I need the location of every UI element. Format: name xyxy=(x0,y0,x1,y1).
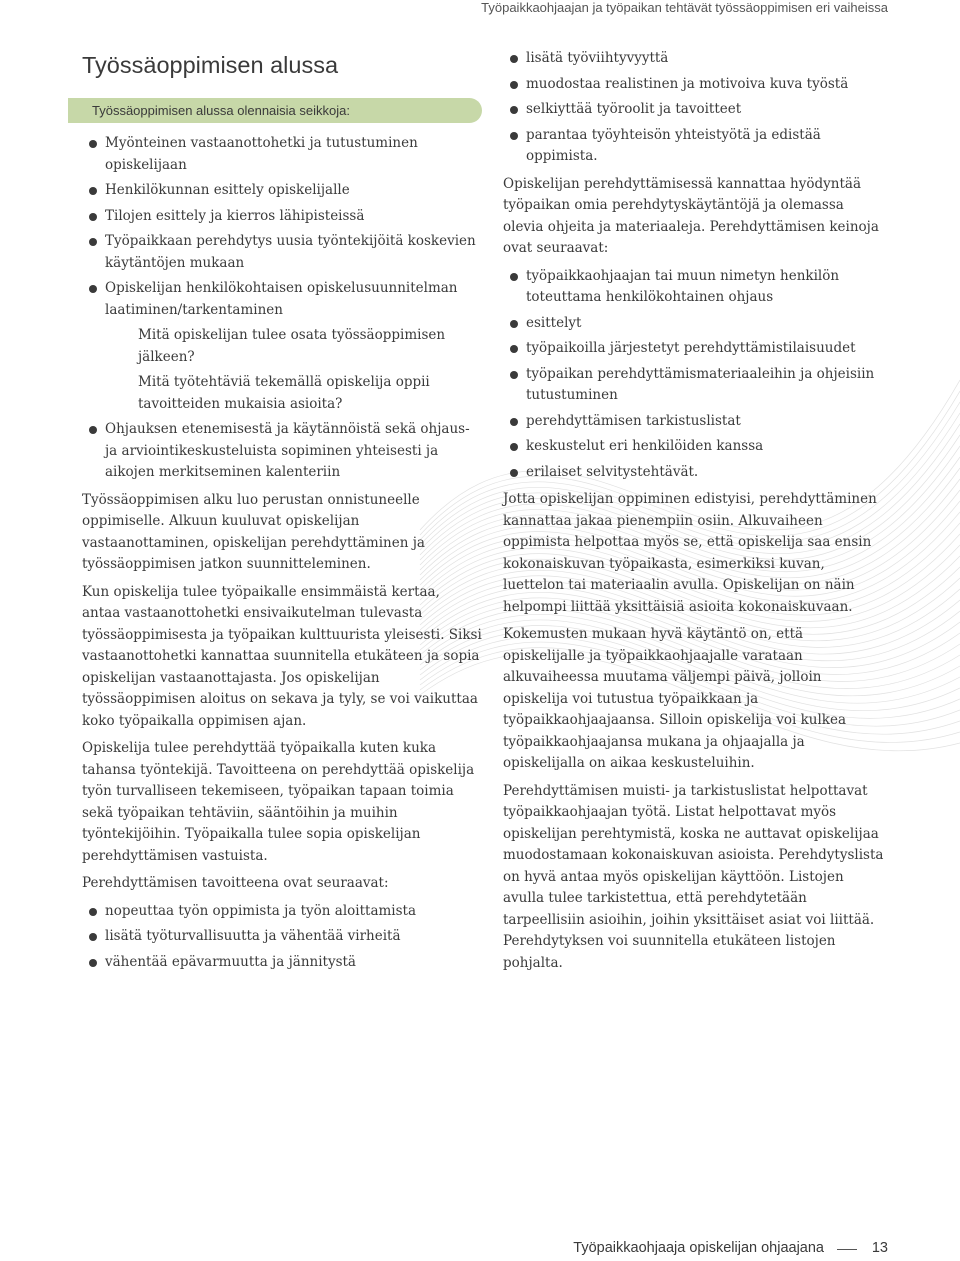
bullet-icon xyxy=(510,273,518,281)
bullet-icon xyxy=(89,959,97,967)
essentials-list-cont xyxy=(82,419,482,484)
list-item: muodostaa realistinen ja motivoiva kuva työstä xyxy=(503,74,888,96)
paragraph: Opiskelija tulee perehdyttää työpaikalla kuten kuka tahansa työntekijä. Tavoitteena on perehdyttää opiskelija työn turvalliseen tekemiseen, työpaikan tapaan toimia sekä työpaikan tehtäviin, sääntöihin ja muihin työntekijöihin. Työpaikalla tulee sopia opiskelijan perehdyttämisen vastuista. xyxy=(82,740,475,864)
bullet-icon xyxy=(510,132,518,140)
list-item: lisätä työviihtyvyyttä xyxy=(503,48,888,70)
highlight-box: Työssäoppimisen alussa olennaisia seikkoja: xyxy=(68,98,482,123)
paragraph: Työssäoppimisen alku luo perustan onnistuneelle oppimiselle. Alkuun kuuluvat opiskelijan vastaanottaminen, opiskelijan perehdyttäminen ja työssäoppimisen jatkon suunnitteleminen. xyxy=(82,491,425,572)
bullet-icon xyxy=(510,320,518,328)
running-header: Työpaikkaohjaajan ja työpaikan tehtävät työssäoppimisen eri vaiheissa xyxy=(481,0,888,15)
paragraph: Opiskelijan perehdyttämisessä kannattaa hyödyntää työpaikan omia perehdytyskäytäntöjä ja olemassa olevia ohjeita ja materiaaleja. Perehdyttämisen keinoja ovat seuraavat: xyxy=(503,175,879,256)
list-item: Työpaikkaan perehdytys uusia työntekijöitä koskevien käytäntöjen mukaan xyxy=(82,231,482,274)
list-item: Henkilökunnan esittely opiskelijalle xyxy=(82,180,482,202)
essentials-list xyxy=(82,133,482,321)
bullet-icon xyxy=(510,55,518,63)
paragraph: Kun opiskelija tulee työpaikalle ensimmäistä kertaa, antaa vastaanottohetki ensivaikutelman tulevasta työssäoppimisesta ja työpaikan kulttuurista yleisesti. Siksi vastaanottohetki kannattaa suunnitella etukäteen ja sopia opiskelijan vastaanottajasta. Jos opiskelijan työssäoppimisen aloitus on sekava ja tyly, se voi vaikuttaa koko työpaikalla oppimisen ajan. xyxy=(82,583,482,729)
bullet-icon xyxy=(510,81,518,89)
goals-intro: Perehdyttämisen tavoitteena ovat seuraavat: xyxy=(82,875,389,891)
right-column xyxy=(503,48,888,980)
list-item: parantaa työyhteisön yhteistyötä ja edistää oppimista. xyxy=(503,125,888,168)
footer-dash xyxy=(837,1249,857,1250)
list-item: Ohjauksen etenemisestä ja käytännöistä sekä ohjaus- ja arviointikeskusteluista sopiminen yhteisesti ja aikojen merkitseminen kalenteriin xyxy=(82,419,482,484)
list-item: esittelyt xyxy=(503,313,888,335)
page-number: 13 xyxy=(871,1240,888,1256)
bullet-icon xyxy=(89,238,97,246)
bullet-icon xyxy=(89,213,97,221)
list-item: erilaiset selvitystehtävät. xyxy=(503,462,888,484)
list-item: selkiyttää työroolit ja tavoitteet xyxy=(503,99,888,121)
bullet-icon xyxy=(89,285,97,293)
goals-list xyxy=(82,901,482,974)
section-title: Työssäoppimisen alussa xyxy=(82,52,339,78)
list-item: Tilojen esittely ja kierros lähipisteissä xyxy=(82,206,482,228)
list-item: nopeuttaa työn oppimista ja työn aloittamista xyxy=(82,901,482,923)
bullet-icon xyxy=(89,140,97,148)
bullet-icon xyxy=(510,443,518,451)
list-item: vähentää epävarmuutta ja jännitystä xyxy=(82,952,482,974)
bullet-icon xyxy=(510,418,518,426)
bullet-icon xyxy=(89,426,97,434)
list-item: Opiskelijan henkilökohtaisen opiskelusuunnitelman laatiminen/tarkentaminen xyxy=(82,278,482,321)
bullet-icon xyxy=(510,106,518,114)
left-column xyxy=(82,48,482,977)
sub-question: Mitä työtehtäviä tekemällä opiskelija oppii tavoitteiden mukaisia asioita? xyxy=(138,374,430,412)
sub-question: Mitä opiskelijan tulee osata työssäoppimisen jälkeen? xyxy=(138,327,446,365)
footer-title: Työpaikkaohjaaja opiskelijan ohjaajana xyxy=(573,1240,824,1256)
bullet-icon xyxy=(510,371,518,379)
paragraph: Kokemusten mukaan hyvä käytäntö on, että opiskelijalle ja työpaikkaohjaajalle varataan alkuvaiheessa muutama väljempi päivä, jolloin opiskelija voi tutustua työpaikkaan ja työpaikkaohjaajaansa. Silloin opiskelija voi kulkea työpaikkaohjaajansa mukana ja ohjaajalla ja opiskelijalla on aikaa keskusteluihin. xyxy=(503,626,846,771)
bullet-icon xyxy=(510,469,518,477)
paragraph: Jotta opiskelijan oppiminen edistyisi, perehdyttäminen kannattaa jakaa pienempiin osiin. Alkuvaiheen oppimista helpottaa myös se, että opiskelija saa ensin kokonaiskuvan työpaikasta, esimerkiksi kuvan, luettelon tai materiaalin avulla. Opiskelijan on näin helpompi liittää yksittäisiä asioita kokonaiskuvaan. xyxy=(503,491,877,615)
list-item: työpaikkaohjaajan tai muun nimetyn henkilön toteuttama henkilökohtainen ohjaus xyxy=(503,266,888,309)
list-item: perehdyttämisen tarkistuslistat xyxy=(503,411,888,433)
list-item: lisätä työturvallisuutta ja vähentää virheitä xyxy=(82,926,482,948)
paragraph: Perehdyttämisen muisti- ja tarkistuslistat helpottavat työpaikkaohjaajan työtä. Listat helpottavat myös opiskelijan perehtymistä, koska ne auttavat opiskelijaa muodostamaan kokonaiskuvan asioista. Perehdytyslista on hyvä antaa myös opiskelijan käyttöön. Listojen avulla tulee tarkistettua, että perehdytetään tarpeellisiin asioihin, joihin yksittäiset asiat voi liittää. Perehdytyksen voi suunnitella etukäteen listojen pohjalta. xyxy=(503,782,884,971)
list-item: keskustelut eri henkilöiden kanssa xyxy=(503,436,888,458)
list-item: Myönteinen vastaanottohetki ja tutustuminen opiskelijaan xyxy=(82,133,482,176)
bullet-icon xyxy=(510,345,518,353)
bullet-icon xyxy=(89,187,97,195)
means-list xyxy=(503,266,888,484)
bullet-icon xyxy=(89,908,97,916)
goals-list-cont xyxy=(503,48,888,168)
list-item: työpaikoilla järjestetyt perehdyttämistilaisuudet xyxy=(503,338,888,360)
bullet-icon xyxy=(89,933,97,941)
list-item: työpaikan perehdyttämismateriaaleihin ja ohjeisiin tutustuminen xyxy=(503,364,888,407)
